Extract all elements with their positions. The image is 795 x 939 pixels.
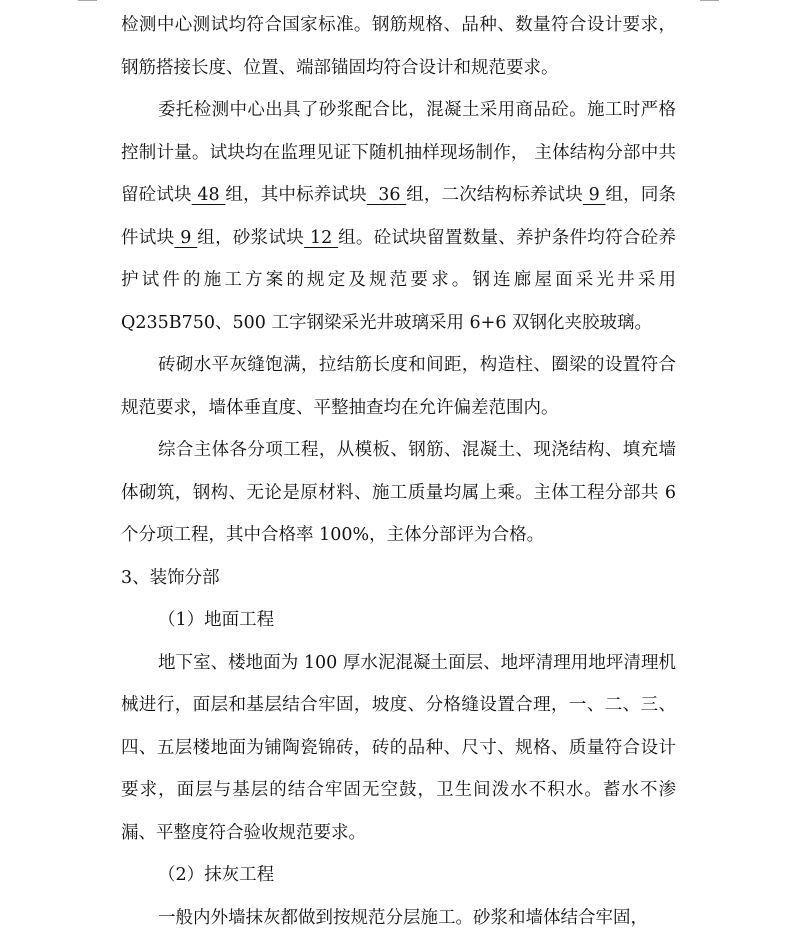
- text-segment: 委托检测中心出具了砂浆配合比，混凝土采用商品砼。施工时严格控制计量。试块均在监理见证下随机抽样现场制作， 主体结构分部中共留砼试块: [121, 100, 676, 205]
- underlined-count-same-condition: 9: [174, 228, 197, 248]
- text-segment: 组，二次结构标养试块: [406, 185, 583, 205]
- paragraph-masonry: 砖砌水平灰缝饱满，拉结筋长度和间距，构造柱、圈梁的设置符合规范要求，墙体垂直度、平整抽查均在允许偏差范围内。: [121, 344, 676, 429]
- paragraph-rebar-inspection: 检测中心测试均符合国家标准。钢筋规格、品种、数量符合设计要求，钢筋搭接长度、位置、端部锚固均符合设计和规范要求。: [121, 4, 676, 89]
- heading-decoration-division: 3、装饰分部: [121, 557, 676, 600]
- page-corner-mark-left: [78, 0, 97, 1]
- page-corner-mark-right: [700, 0, 719, 1]
- text-segment: 组，砂浆试块: [197, 228, 304, 248]
- paragraph-main-structure-summary: 综合主体各分项工程，从模板、钢筋、混凝土、现浇结构、填充墙体砌筑，钢构、无论是原材料、施工质量均属上乘。主体工程分部共 6 个分项工程，其中合格率 100%，主体分部评为合格。: [121, 429, 676, 557]
- heading-floor-works: （1）地面工程: [121, 599, 676, 642]
- underlined-count-concrete: 48: [192, 185, 226, 205]
- paragraph-floor-works: 地下室、楼地面为 100 厚水泥混凝土面层、地坪清理用地坪清理机械进行，面层和基层结合牢固，坡度、分格缝设置合理，一、二、三、四、五层楼地面为铺陶瓷锦砖，砖的品种、尺寸、规格、质量符合设计要求，面层与基层的结合牢固无空鼓，卫生间泼水不积水。蓄水不渗漏、平整度符合验收规范要求。: [121, 642, 676, 855]
- text-segment: 组，其中标养试块: [225, 185, 366, 205]
- underlined-count-mortar: 12: [304, 228, 338, 248]
- text-segment: 组，同条件试块: [121, 185, 676, 248]
- underlined-count-secondary: 9: [583, 185, 606, 205]
- text-segment: 组。砼试块留置数量、养护条件均符合砼养护试件的施工方案的规定及规范要求。钢连廊屋面采光井采用 Q235B750、500 工字钢梁采光井玻璃采用 6+6 双钢化夹胶玻璃。: [121, 228, 676, 333]
- document-body: [121, 4, 676, 939]
- heading-plaster-works: （2）抹灰工程: [121, 854, 676, 897]
- underlined-count-standard: 36: [367, 185, 406, 205]
- paragraph-plaster-works: 一般内外墙抹灰都做到按规范分层施工。砂浆和墙体结合牢固，: [121, 897, 676, 939]
- paragraph-test-blocks: [121, 89, 676, 344]
